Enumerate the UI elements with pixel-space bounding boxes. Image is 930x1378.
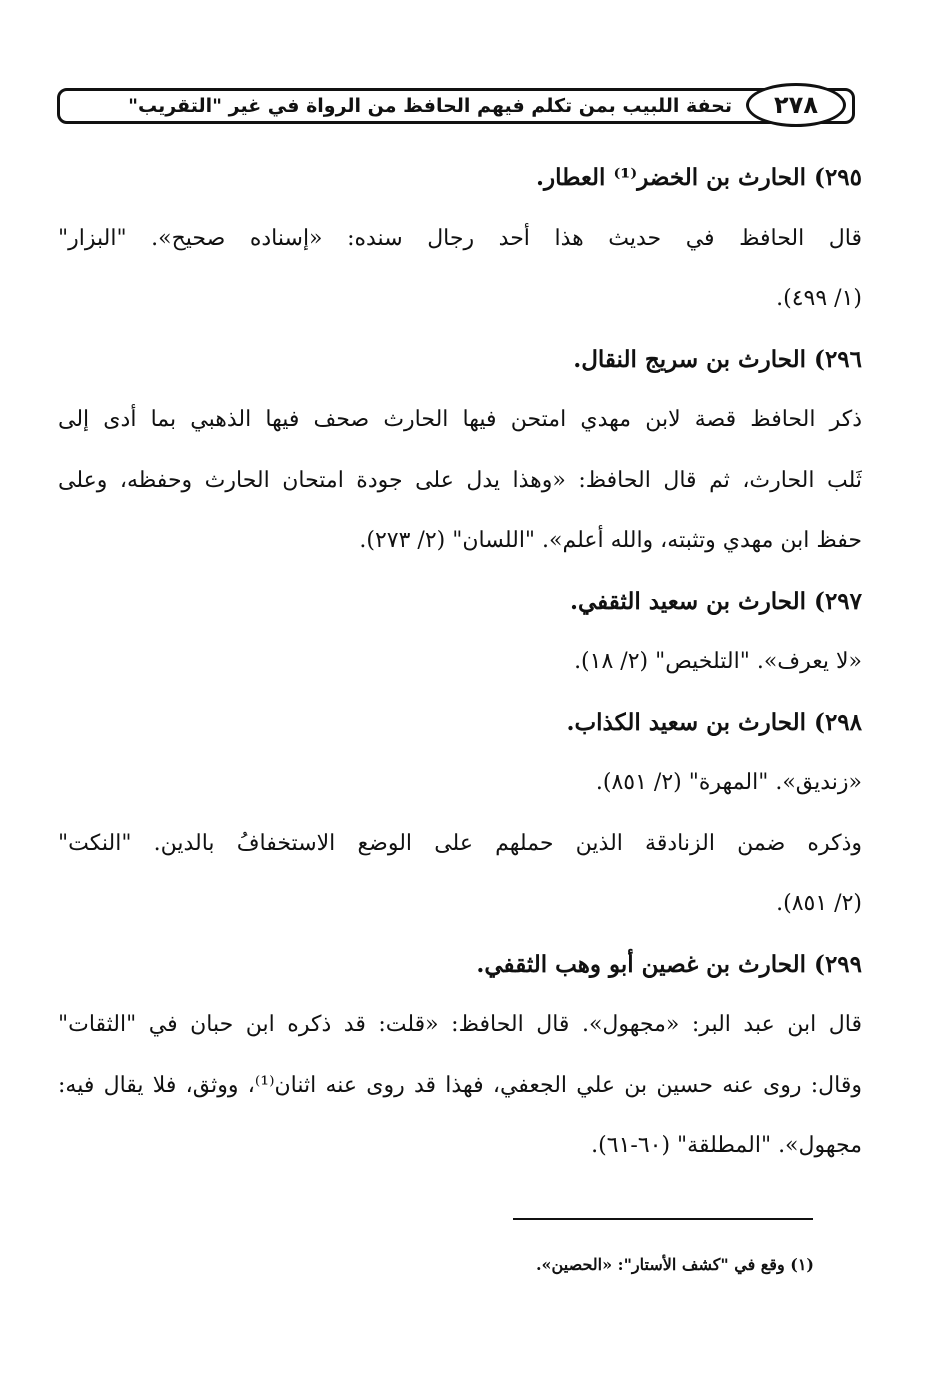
footnote: (١) وقع في "كشف الأستار": «الحصين». <box>535 1255 814 1274</box>
entry-title-299: ٢٩٩) الحارث بن غصين أبو وهب الثقفي. <box>476 950 862 978</box>
text-line: حفظ ابن مهدي وتثبته، والله أعلم». "اللسان" (٢/ ٢٧٣). <box>359 528 862 553</box>
text-line: قال الحافظ في حديث هذا أحد رجال سنده: «إسناده صحيح». "البزار" <box>58 225 862 251</box>
text-line: (٢/ ٨٥١). <box>776 891 862 916</box>
page-body <box>58 148 862 1177</box>
entry-title-297: ٢٩٧) الحارث بن سعيد الثقفي. <box>569 587 862 615</box>
entry-title-296: ٢٩٦) الحارث بن سريج النقال. <box>573 345 862 373</box>
text-line: (١/ ٤٩٩). <box>776 286 862 311</box>
text-line: ذكر الحافظ قصة لابن مهدي امتحن فيها الحارث صحف فيها الذهبي بما أدى إلى <box>58 407 862 432</box>
entry-title-295: ٢٩٥) الحارث بن الخضر⁽¹⁾ العطار. <box>535 164 862 191</box>
text-line: وذكره ضمن الزنادقة الذين حملهم على الوضع الاستخفافُ بالدين. "النكت" <box>58 830 862 856</box>
running-header <box>57 88 855 124</box>
text-line: مجهول». "المطلقة" (٦٠-٦١). <box>591 1133 862 1158</box>
text-line: «لا يعرف». "التلخيص" (٢/ ١٨). <box>574 649 862 674</box>
page-number: ٢٧٨ <box>746 83 846 127</box>
text-line: قال ابن عبد البر: «مجهول». قال الحافظ: «قلت: قد ذكره ابن حبان في "الثقات" <box>58 1012 862 1037</box>
footnote-divider <box>513 1218 813 1220</box>
header-title: تحفة اللبيب بمن تكلم فيهم الحافظ من الرواة في غير "التقريب" <box>128 95 732 117</box>
text-line: ثَلب الحارث، ثم قال الحافظ: «وهذا يدل على جودة امتحان الحارث وحفظه، وعلى <box>58 467 862 493</box>
entry-title-298: ٢٩٨) الحارث بن سعيد الكذاب. <box>566 708 862 736</box>
text-line: وقال: روى عنه حسين بن علي الجعفي، فهذا قد روى عنه اثنان⁽¹⁾، ووثق، فلا يقال فيه: <box>58 1072 862 1098</box>
text-line: «زنديق». "المهرة" (٢/ ٨٥١). <box>595 770 862 795</box>
